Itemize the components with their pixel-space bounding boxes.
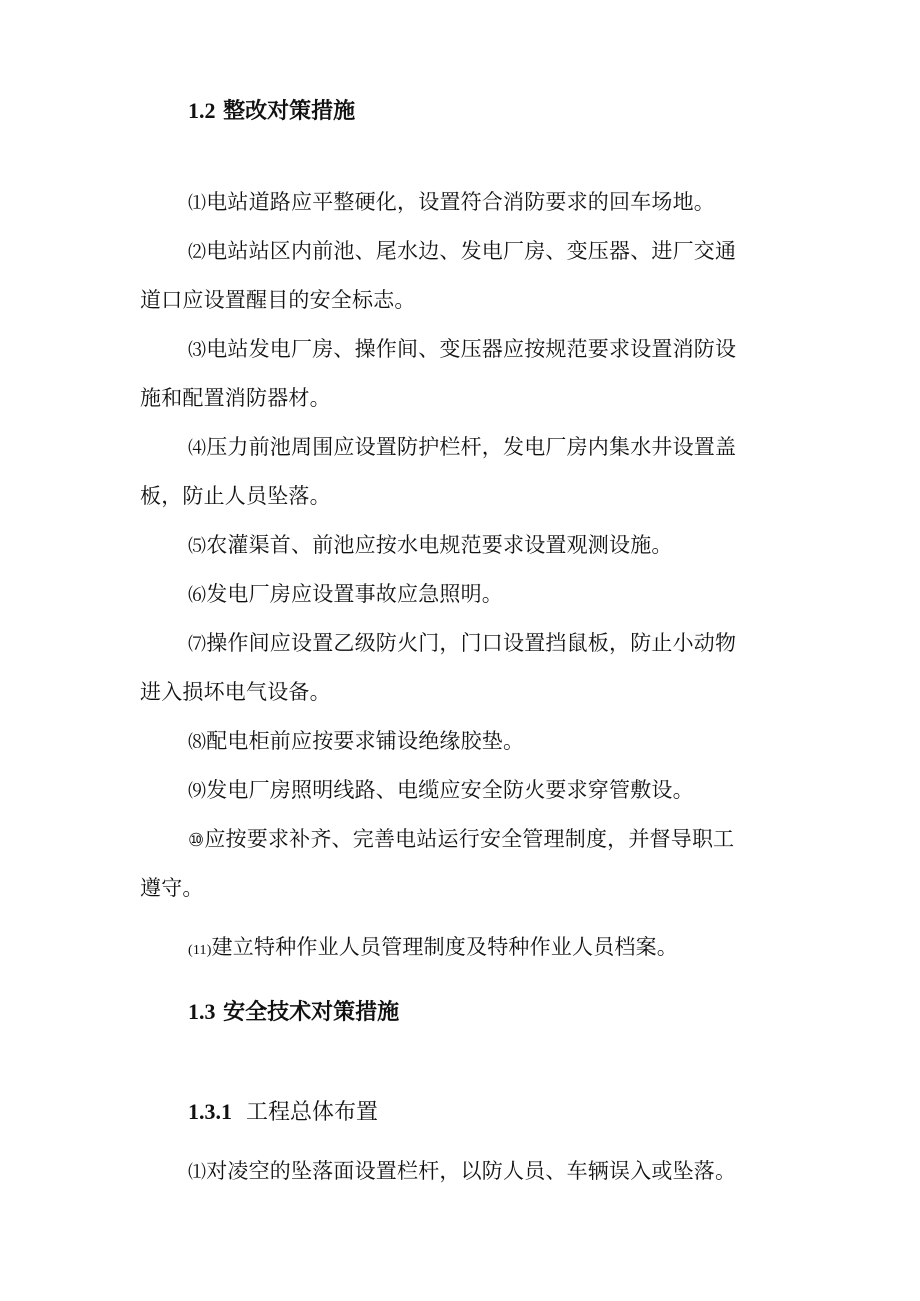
- list-item-11: [188, 931, 678, 961]
- item-text: 应按要求补齐、完善电站运行安全管理制度，并督导职工: [204, 827, 735, 851]
- list-item-3: [188, 333, 736, 363]
- list-item-6: [188, 578, 503, 608]
- section-title: 工程总体布置: [246, 1100, 379, 1125]
- section-title: 安全技术对策措施: [223, 999, 400, 1025]
- item-marker: ⑩: [188, 830, 205, 851]
- section-heading-1-3-1: [188, 1095, 378, 1126]
- item-marker: ⑴: [188, 1162, 207, 1183]
- section-number: 1.3: [188, 999, 216, 1024]
- item-text: 压力前池周围应设置防护栏杆，发电厂房内集水井设置盖: [206, 435, 737, 459]
- list-item-7-continuation: 进入损坏电气设备。: [140, 680, 331, 704]
- item-text: 电站发电厂房、操作间、变压器应按规范要求设置消防设: [206, 337, 737, 361]
- item-text: 操作间应设置乙级防火门，门口设置挡鼠板，防止小动物: [206, 631, 737, 655]
- item-marker: ⑶: [188, 340, 207, 361]
- list-item-7: [188, 627, 736, 657]
- section-heading-1-3: [188, 995, 399, 1026]
- item-text: 建立特种作业人员管理制度及特种作业人员档案。: [211, 935, 679, 959]
- item-text: 农灌渠首、前池应按水电规范要求设置观测设施。: [206, 533, 673, 557]
- list-item-1-3-1-1: [188, 1155, 736, 1185]
- item-marker: ⑺: [188, 634, 207, 655]
- item-marker: ⑹: [188, 585, 207, 606]
- item-marker: ⑼: [188, 781, 207, 802]
- list-item-4-continuation: 板，防止人员坠落。: [140, 484, 331, 508]
- list-item-9: [188, 774, 694, 804]
- list-item-10: [188, 823, 734, 853]
- list-item-1: [188, 186, 715, 216]
- item-marker: ⑸: [188, 536, 207, 557]
- section-title: 整改对策措施: [223, 98, 356, 124]
- item-marker: (11): [188, 943, 212, 958]
- item-text: 发电厂房应设置事故应急照明。: [206, 582, 504, 606]
- section-number: 1.2: [188, 98, 216, 123]
- list-item-4: [188, 431, 736, 461]
- list-item-2: [188, 235, 736, 265]
- item-marker: ⑷: [188, 438, 207, 459]
- item-text: 对凌空的坠落面设置栏杆，以防人员、车辆误入或坠落。: [206, 1159, 737, 1183]
- item-text: 电站道路应平整硬化，设置符合消防要求的回车场地。: [206, 190, 716, 214]
- list-item-5: [188, 529, 673, 559]
- list-item-2-continuation: 道口应设置醒目的安全标志。: [140, 288, 416, 312]
- item-marker: ⑵: [188, 242, 207, 263]
- list-item-10-continuation: 遵守。: [140, 876, 204, 900]
- item-text: 配电柜前应按要求铺设绝缘胶垫。: [206, 729, 525, 753]
- list-item-8: [188, 725, 524, 755]
- section-heading-1-2: [188, 94, 355, 125]
- item-text: 发电厂房照明线路、电缆应安全防火要求穿管敷设。: [206, 778, 694, 802]
- section-number: 1.3.1: [188, 1099, 232, 1124]
- item-text: 电站站区内前池、尾水边、发电厂房、变压器、进厂交通: [206, 239, 737, 263]
- item-marker: ⑴: [188, 193, 207, 214]
- item-marker: ⑻: [188, 732, 207, 753]
- list-item-3-continuation: 施和配置消防器材。: [140, 386, 331, 410]
